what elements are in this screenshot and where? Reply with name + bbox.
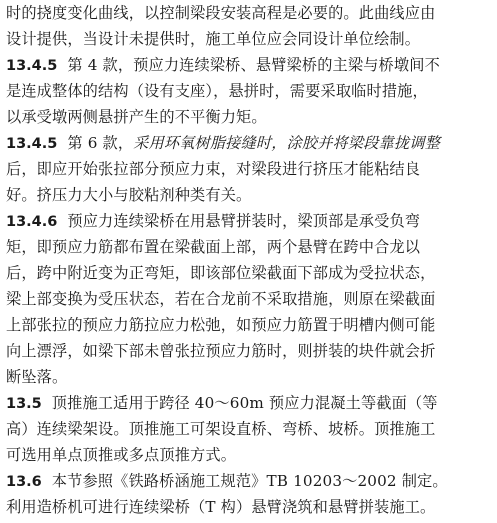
line-text: 向上漂浮，如梁下部未曾张拉预应力筋时，则拼装的块件就会折 <box>6 342 436 360</box>
line-text: 顶推施工适用于跨径 40～60m 预应力混凝土等截面（等 <box>51 394 438 412</box>
clause-line <box>6 130 492 156</box>
line-text: 第 6 款， <box>67 134 134 152</box>
line-text: 矩，即预应力筋都布置在梁截面上部，两个悬臂在跨中合龙以 <box>6 238 421 256</box>
clause-line <box>6 468 492 494</box>
line-text: 上部张拉的预应力筋拉应力松弛，如预应力筋置于明槽内侧可能 <box>6 316 436 334</box>
clause-number: 13.4.6 <box>6 214 58 230</box>
line-text: 本节参照《铁路桥涵施工规范》TB 10203～2002 制定。 <box>51 472 448 490</box>
clause-number: 13.4.5 <box>6 136 58 152</box>
text-line <box>6 26 492 52</box>
line-text: 设计提供，当设计未提供时，施工单位应会同设计单位绘制。 <box>6 30 421 48</box>
line-text: 高）连续梁架设。顶推施工可架设直桥、弯桥、坡桥。顶推施工 <box>6 420 436 438</box>
text-line <box>6 416 492 442</box>
text-line <box>6 338 492 364</box>
text-line <box>6 286 492 312</box>
text-line <box>6 78 492 104</box>
line-text: 可选用单点顶推或多点顶推方式。 <box>6 446 237 464</box>
line-text: 后，跨中附近变为正弯矩，即该部位梁截面下部成为受拉状态， <box>6 264 436 282</box>
clause-line <box>6 390 492 416</box>
text-line <box>6 156 492 182</box>
text-line <box>6 234 492 260</box>
clause-number: 13.6 <box>6 474 42 490</box>
line-text: 梁上部变换为受压状态，若在合龙前不采取措施，则原在梁截面 <box>6 290 436 308</box>
line-text: 利用造桥机可进行连续梁桥（T 构）悬臂浇筑和悬臂拼装施工。 <box>6 498 436 516</box>
clause-number: 13.5 <box>6 396 42 412</box>
text-line <box>6 364 492 390</box>
clause-number: 13.4.5 <box>6 58 58 74</box>
clause-line <box>6 52 492 78</box>
text-line <box>6 104 492 130</box>
line-text: 预应力连续梁桥在用悬臂拼装时，梁顶部是承受负弯 <box>67 212 421 230</box>
clause-line <box>6 208 492 234</box>
line-text: 第 4 款，预应力连续梁桥、悬臂梁桥的主梁与桥墩间不 <box>67 56 440 74</box>
line-text: 好。挤压力大小与胶粘剂种类有关。 <box>6 186 252 204</box>
text-line <box>6 182 492 208</box>
text-line <box>6 312 492 338</box>
text-line <box>6 260 492 286</box>
line-text: 以承受墩两侧悬拼产生的不平衡力矩。 <box>6 108 267 126</box>
line-text: 是连成整体的结构（设有支座），悬拼时，需要采取临时措施， <box>6 82 428 100</box>
text-line <box>6 442 492 468</box>
text-line <box>6 0 492 26</box>
text-line <box>6 494 492 520</box>
italic-text: 采用环氧树脂接缝时，涂胶并将梁段靠拢调整 <box>133 134 440 152</box>
line-text: 时的挠度变化曲线，以控制梁段安装高程是必要的。此曲线应由 <box>6 4 436 22</box>
line-text: 后，即应开始张拉部分预应力束，对梁段进行挤压才能粘结良 <box>6 160 421 178</box>
line-text: 断坠落。 <box>6 368 68 386</box>
